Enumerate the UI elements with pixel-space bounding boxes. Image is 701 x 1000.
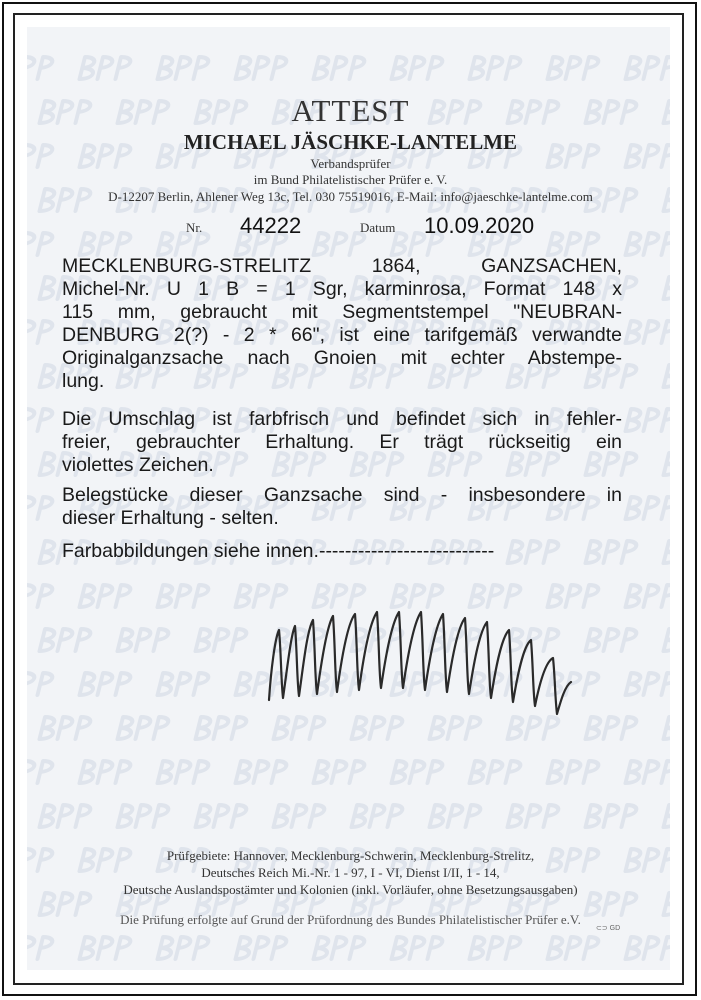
- watermark-tile: [196, 717, 248, 739]
- watermark-tile: [392, 57, 444, 79]
- description-paragraph: [62, 255, 622, 393]
- watermark-tile: [626, 585, 670, 607]
- watermark-tile: [274, 717, 326, 739]
- signature-stroke: [269, 612, 571, 714]
- watermark-tile: [27, 585, 53, 607]
- text-line: DENBURG 2(?) - 2 * 66", ist eine tarifgemäß verwandte: [62, 324, 622, 346]
- text-line: lung.: [62, 370, 105, 392]
- condition-paragraph: [62, 408, 622, 477]
- watermark-tile: [118, 717, 170, 739]
- watermark-tile: [118, 805, 170, 827]
- watermark-tile: [430, 805, 482, 827]
- watermark-tile: [40, 717, 92, 739]
- certificate-title: ATTEST: [291, 93, 410, 128]
- watermark-tile: [508, 805, 560, 827]
- watermark-tile: [664, 365, 670, 387]
- number-label: Nr.: [186, 220, 203, 235]
- watermark-tile: [626, 321, 670, 343]
- text-line: Belegstücke dieser Ganzsache sind - insbesondere in: [62, 484, 622, 506]
- text-line: MECKLENBURG-STRELITZ 1864, GANZSACHEN,: [62, 255, 622, 277]
- watermark-tile: [626, 233, 670, 255]
- examiner-association: im Bund Philatelistischer Prüfer e. V.: [253, 172, 448, 187]
- watermark-tile: [314, 761, 366, 783]
- watermark-tile: [626, 761, 670, 783]
- certificate-number: 44222: [240, 213, 302, 238]
- watermark-tile: [158, 673, 210, 695]
- watermark-tile: [158, 937, 210, 959]
- watermark-tile: [80, 673, 132, 695]
- text-line: Farbabbildungen siehe innen.---------------------------: [62, 540, 495, 562]
- watermark-tile: [80, 761, 132, 783]
- examiner-name: MICHAEL JÄSCHKE-LANTELME: [183, 130, 518, 154]
- watermark-tile: [626, 409, 670, 431]
- watermark-tile: [586, 805, 638, 827]
- watermark-tile: [158, 761, 210, 783]
- watermark-tile: [236, 937, 288, 959]
- watermark-tile: [196, 805, 248, 827]
- corner-logo-mark: ⊂⊃ GD: [596, 925, 621, 932]
- watermark-tile: [586, 717, 638, 739]
- watermark-tile: [664, 629, 670, 651]
- watermark-tile: [80, 585, 132, 607]
- illustration-paragraph: [62, 540, 622, 563]
- watermark-tile: [27, 761, 53, 783]
- watermark-tile: [352, 805, 404, 827]
- text-line: violettes Zeichen.: [62, 454, 214, 476]
- watermark-tile: [236, 761, 288, 783]
- examiner-role: Verbandsprüfer: [310, 156, 391, 171]
- watermark-tile: [664, 453, 670, 475]
- watermark-tile: [314, 937, 366, 959]
- watermark-tile: [470, 761, 522, 783]
- watermark-tile: [196, 629, 248, 651]
- watermark-tile: [158, 57, 210, 79]
- watermark-tile: [27, 673, 53, 695]
- watermark-tile: [664, 541, 670, 563]
- watermark-tile: [27, 937, 53, 959]
- text-line: Michel-Nr. U 1 B = 1 Sgr, karminrosa, Format 148 x: [62, 278, 622, 300]
- examiner-address: D-12207 Berlin, Ahlener Weg 13c, Tel. 030 75519016, E-Mail: info@jaeschke-lantelme.com: [108, 189, 593, 204]
- text-line: freier, gebrauchter Erhaltung. Er trägt rückseitig ein: [62, 431, 622, 453]
- watermark-tile: [158, 233, 210, 255]
- text-line: 115 mm, gebraucht mit Segmentstempel "NEUBRAN-: [62, 301, 622, 323]
- watermark-tile: [27, 233, 53, 255]
- watermark-tile: [548, 57, 600, 79]
- watermark-tile: [80, 233, 132, 255]
- watermark-tile: [40, 629, 92, 651]
- exam-areas-line-3: Deutsche Auslandspostämter und Kolonien (inkl. Vorläufer, ohne Besetzungsausgaben): [123, 882, 578, 897]
- watermark-tile: [27, 321, 53, 343]
- rarity-paragraph: [62, 484, 622, 530]
- watermark-tile: [626, 937, 670, 959]
- watermark-tile: [430, 717, 482, 739]
- watermark-tile: [158, 585, 210, 607]
- watermark-tile: [626, 673, 670, 695]
- exam-regulation-note: Die Prüfung erfolgte auf Grund der Prüfordnung des Bundes Philatelistischer Prüfer e.V.: [120, 912, 581, 927]
- date-label: Datum: [360, 220, 396, 235]
- watermark-tile: [27, 497, 53, 519]
- watermark-tile: [548, 937, 600, 959]
- text-line: dieser Erhaltung - selten.: [62, 507, 279, 529]
- certificate-date: 10.09.2020: [424, 213, 535, 238]
- watermark-tile: [586, 629, 638, 651]
- watermark-tile: [548, 761, 600, 783]
- watermark-tile: [470, 937, 522, 959]
- watermark-tile: [27, 57, 53, 79]
- watermark-tile: [548, 233, 600, 255]
- watermark-tile: [80, 57, 132, 79]
- watermark-tile: [80, 937, 132, 959]
- watermark-tile: [314, 233, 366, 255]
- exam-areas-line-2: Deutsches Reich Mi.-Nr. 1 - 97, I - VI, Dienst I/II, 1 - 14,: [201, 865, 500, 880]
- watermark-tile: [626, 57, 670, 79]
- examiner-signature: [265, 590, 575, 720]
- watermark-tile: [626, 497, 670, 519]
- watermark-tile: [274, 805, 326, 827]
- watermark-tile: [664, 805, 670, 827]
- watermark-tile: [40, 805, 92, 827]
- watermark-tile: [27, 409, 53, 431]
- exam-areas-line-1: Prüfgebiete: Hannover, Mecklenburg-Schwerin, Mecklenburg-Strelitz,: [166, 848, 535, 863]
- text-line: Originalganzsache nach Gnoien mit echter Abstempe-: [62, 347, 622, 369]
- text-line: Die Umschlag ist farbfrisch und befindet sich in fehler-: [62, 408, 622, 430]
- watermark-tile: [508, 717, 560, 739]
- watermark-tile: [352, 717, 404, 739]
- watermark-tile: [392, 937, 444, 959]
- watermark-tile: [392, 761, 444, 783]
- watermark-tile: [236, 57, 288, 79]
- watermark-tile: [118, 629, 170, 651]
- watermark-tile: [664, 717, 670, 739]
- watermark-tile: [314, 57, 366, 79]
- watermark-tile: [664, 277, 670, 299]
- watermark-tile: [470, 57, 522, 79]
